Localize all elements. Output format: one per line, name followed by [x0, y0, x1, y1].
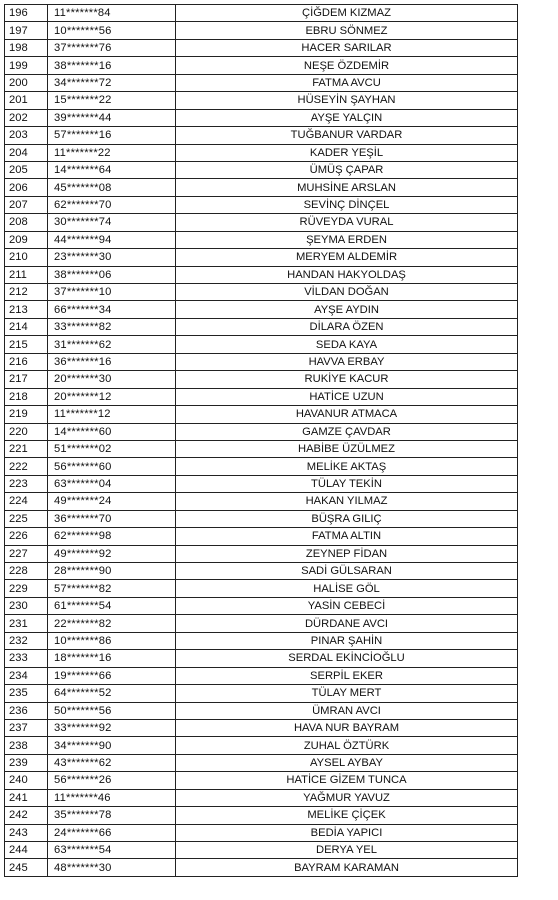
row-number: 234	[5, 667, 48, 684]
table-row	[5, 737, 518, 754]
full-name: EBRU SÖNMEZ	[176, 22, 518, 39]
table-row	[5, 284, 518, 301]
row-number: 215	[5, 336, 48, 353]
table-row	[5, 667, 518, 684]
id-number: 50*******56	[48, 702, 176, 719]
table-row	[5, 632, 518, 649]
full-name: DERYA YEL	[176, 842, 518, 859]
full-name: YAĞMUR YAVUZ	[176, 789, 518, 806]
row-number: 232	[5, 632, 48, 649]
id-number: 10*******56	[48, 22, 176, 39]
id-number: 30*******74	[48, 214, 176, 231]
row-number: 239	[5, 754, 48, 771]
row-number: 196	[5, 5, 48, 22]
full-name: HATİCE UZUN	[176, 388, 518, 405]
full-name: HABİBE ÜZÜLMEZ	[176, 440, 518, 457]
id-number: 33*******82	[48, 318, 176, 335]
table-row	[5, 109, 518, 126]
full-name: SEDA KAYA	[176, 336, 518, 353]
row-number: 243	[5, 824, 48, 841]
table-row	[5, 92, 518, 109]
row-number: 197	[5, 22, 48, 39]
full-name: ÇİĞDEM KIZMAZ	[176, 5, 518, 22]
table-row	[5, 458, 518, 475]
id-number: 57*******82	[48, 580, 176, 597]
document-page	[4, 4, 517, 877]
row-number: 235	[5, 685, 48, 702]
row-number: 236	[5, 702, 48, 719]
full-name: KADER YEŞİL	[176, 144, 518, 161]
row-number: 233	[5, 650, 48, 667]
table-row	[5, 580, 518, 597]
table-row	[5, 754, 518, 771]
row-number: 216	[5, 353, 48, 370]
table-row	[5, 353, 518, 370]
row-number: 207	[5, 196, 48, 213]
row-number: 199	[5, 57, 48, 74]
row-number: 241	[5, 789, 48, 806]
id-number: 63*******54	[48, 842, 176, 859]
id-number: 34*******90	[48, 737, 176, 754]
row-number: 213	[5, 301, 48, 318]
full-name: BEDİA YAPICI	[176, 824, 518, 841]
full-name: ÜMÜŞ ÇAPAR	[176, 161, 518, 178]
full-name: RÜVEYDA VURAL	[176, 214, 518, 231]
row-number: 222	[5, 458, 48, 475]
full-name: TÜLAY TEKİN	[176, 475, 518, 492]
id-number: 36*******70	[48, 510, 176, 527]
id-number: 11*******46	[48, 789, 176, 806]
row-number: 244	[5, 842, 48, 859]
full-name: BÜŞRA GILIÇ	[176, 510, 518, 527]
id-number: 36*******16	[48, 353, 176, 370]
full-name: MELİKE ÇİÇEK	[176, 807, 518, 824]
table-row	[5, 719, 518, 736]
full-name: HAVANUR ATMACA	[176, 406, 518, 423]
row-number: 219	[5, 406, 48, 423]
table-row	[5, 5, 518, 22]
row-number: 224	[5, 493, 48, 510]
full-name: ÜMRAN AVCI	[176, 702, 518, 719]
row-number: 238	[5, 737, 48, 754]
table-row	[5, 406, 518, 423]
id-number: 44*******94	[48, 231, 176, 248]
table-row	[5, 475, 518, 492]
full-name: BAYRAM KARAMAN	[176, 859, 518, 876]
table-row	[5, 336, 518, 353]
full-name: NEŞE ÖZDEMİR	[176, 57, 518, 74]
full-name: SERDAL EKİNCİOĞLU	[176, 650, 518, 667]
participant-table	[4, 4, 518, 877]
id-number: 22*******82	[48, 615, 176, 632]
full-name: MUHSİNE ARSLAN	[176, 179, 518, 196]
row-number: 198	[5, 39, 48, 56]
table-row	[5, 231, 518, 248]
table-row	[5, 214, 518, 231]
full-name: DÜRDANE AVCI	[176, 615, 518, 632]
row-number: 206	[5, 179, 48, 196]
id-number: 51*******02	[48, 440, 176, 457]
full-name: MELİKE AKTAŞ	[176, 458, 518, 475]
table-row	[5, 144, 518, 161]
table-row	[5, 318, 518, 335]
table-row	[5, 127, 518, 144]
full-name: SERPİL EKER	[176, 667, 518, 684]
row-number: 223	[5, 475, 48, 492]
row-number: 212	[5, 284, 48, 301]
full-name: ZUHAL ÖZTÜRK	[176, 737, 518, 754]
full-name: HALİSE GÖL	[176, 580, 518, 597]
table-body	[5, 5, 518, 877]
row-number: 240	[5, 772, 48, 789]
table-row	[5, 249, 518, 266]
table-row	[5, 842, 518, 859]
full-name: HAKAN YILMAZ	[176, 493, 518, 510]
table-row	[5, 388, 518, 405]
table-row	[5, 563, 518, 580]
row-number: 245	[5, 859, 48, 876]
id-number: 38*******16	[48, 57, 176, 74]
row-number: 221	[5, 440, 48, 457]
full-name: GAMZE ÇAVDAR	[176, 423, 518, 440]
full-name: SADİ GÜLSARAN	[176, 563, 518, 580]
id-number: 23*******30	[48, 249, 176, 266]
id-number: 39*******44	[48, 109, 176, 126]
row-number: 218	[5, 388, 48, 405]
id-number: 11*******22	[48, 144, 176, 161]
full-name: AYŞE YALÇIN	[176, 109, 518, 126]
table-row	[5, 597, 518, 614]
id-number: 62*******98	[48, 528, 176, 545]
full-name: ZEYNEP FİDAN	[176, 545, 518, 562]
id-number: 66*******34	[48, 301, 176, 318]
table-row	[5, 685, 518, 702]
full-name: VİLDAN DOĞAN	[176, 284, 518, 301]
row-number: 230	[5, 597, 48, 614]
full-name: FATMA AVCU	[176, 74, 518, 91]
id-number: 28*******90	[48, 563, 176, 580]
id-number: 31*******62	[48, 336, 176, 353]
table-row	[5, 161, 518, 178]
table-row	[5, 650, 518, 667]
table-row	[5, 545, 518, 562]
row-number: 200	[5, 74, 48, 91]
table-row	[5, 807, 518, 824]
id-number: 56*******60	[48, 458, 176, 475]
id-number: 48*******30	[48, 859, 176, 876]
id-number: 18*******16	[48, 650, 176, 667]
row-number: 214	[5, 318, 48, 335]
table-row	[5, 859, 518, 876]
row-number: 211	[5, 266, 48, 283]
full-name: DİLARA ÖZEN	[176, 318, 518, 335]
full-name: YASİN CEBECİ	[176, 597, 518, 614]
table-row	[5, 423, 518, 440]
id-number: 20*******12	[48, 388, 176, 405]
id-number: 62*******70	[48, 196, 176, 213]
id-number: 14*******64	[48, 161, 176, 178]
table-row	[5, 301, 518, 318]
row-number: 201	[5, 92, 48, 109]
id-number: 43*******62	[48, 754, 176, 771]
table-row	[5, 74, 518, 91]
id-number: 61*******54	[48, 597, 176, 614]
full-name: HANDAN HAKYOLDAŞ	[176, 266, 518, 283]
full-name: HACER SARILAR	[176, 39, 518, 56]
full-name: HAVVA ERBAY	[176, 353, 518, 370]
full-name: MERYEM ALDEMİR	[176, 249, 518, 266]
id-number: 34*******72	[48, 74, 176, 91]
table-row	[5, 702, 518, 719]
id-number: 15*******22	[48, 92, 176, 109]
table-row	[5, 57, 518, 74]
id-number: 14*******60	[48, 423, 176, 440]
row-number: 203	[5, 127, 48, 144]
id-number: 37*******10	[48, 284, 176, 301]
table-row	[5, 615, 518, 632]
full-name: AYSEL AYBAY	[176, 754, 518, 771]
full-name: ŞEYMA ERDEN	[176, 231, 518, 248]
row-number: 225	[5, 510, 48, 527]
id-number: 49*******24	[48, 493, 176, 510]
id-number: 20*******30	[48, 371, 176, 388]
id-number: 56*******26	[48, 772, 176, 789]
table-row	[5, 22, 518, 39]
table-row	[5, 39, 518, 56]
id-number: 24*******66	[48, 824, 176, 841]
id-number: 45*******08	[48, 179, 176, 196]
row-number: 242	[5, 807, 48, 824]
row-number: 228	[5, 563, 48, 580]
row-number: 202	[5, 109, 48, 126]
table-row	[5, 493, 518, 510]
id-number: 49*******92	[48, 545, 176, 562]
id-number: 38*******06	[48, 266, 176, 283]
id-number: 19*******66	[48, 667, 176, 684]
full-name: TÜLAY MERT	[176, 685, 518, 702]
full-name: SEVİNÇ DİNÇEL	[176, 196, 518, 213]
full-name: TUĞBANUR VARDAR	[176, 127, 518, 144]
table-row	[5, 440, 518, 457]
table-row	[5, 772, 518, 789]
id-number: 10*******86	[48, 632, 176, 649]
table-row	[5, 179, 518, 196]
full-name: FATMA ALTIN	[176, 528, 518, 545]
table-row	[5, 266, 518, 283]
id-number: 11*******84	[48, 5, 176, 22]
full-name: HÜSEYİN ŞAYHAN	[176, 92, 518, 109]
row-number: 217	[5, 371, 48, 388]
table-row	[5, 510, 518, 527]
table-row	[5, 824, 518, 841]
id-number: 11*******12	[48, 406, 176, 423]
full-name: HAVA NUR BAYRAM	[176, 719, 518, 736]
row-number: 208	[5, 214, 48, 231]
row-number: 237	[5, 719, 48, 736]
id-number: 63*******04	[48, 475, 176, 492]
row-number: 205	[5, 161, 48, 178]
row-number: 209	[5, 231, 48, 248]
table-row	[5, 789, 518, 806]
row-number: 220	[5, 423, 48, 440]
full-name: HATİCE GİZEM TUNCA	[176, 772, 518, 789]
row-number: 204	[5, 144, 48, 161]
table-row	[5, 528, 518, 545]
table-row	[5, 196, 518, 213]
row-number: 210	[5, 249, 48, 266]
row-number: 231	[5, 615, 48, 632]
full-name: PINAR ŞAHİN	[176, 632, 518, 649]
id-number: 64*******52	[48, 685, 176, 702]
row-number: 227	[5, 545, 48, 562]
id-number: 35*******78	[48, 807, 176, 824]
id-number: 37*******76	[48, 39, 176, 56]
table-row	[5, 371, 518, 388]
row-number: 226	[5, 528, 48, 545]
full-name: AYŞE AYDIN	[176, 301, 518, 318]
row-number: 229	[5, 580, 48, 597]
full-name: RUKİYE KACUR	[176, 371, 518, 388]
id-number: 57*******16	[48, 127, 176, 144]
id-number: 33*******92	[48, 719, 176, 736]
